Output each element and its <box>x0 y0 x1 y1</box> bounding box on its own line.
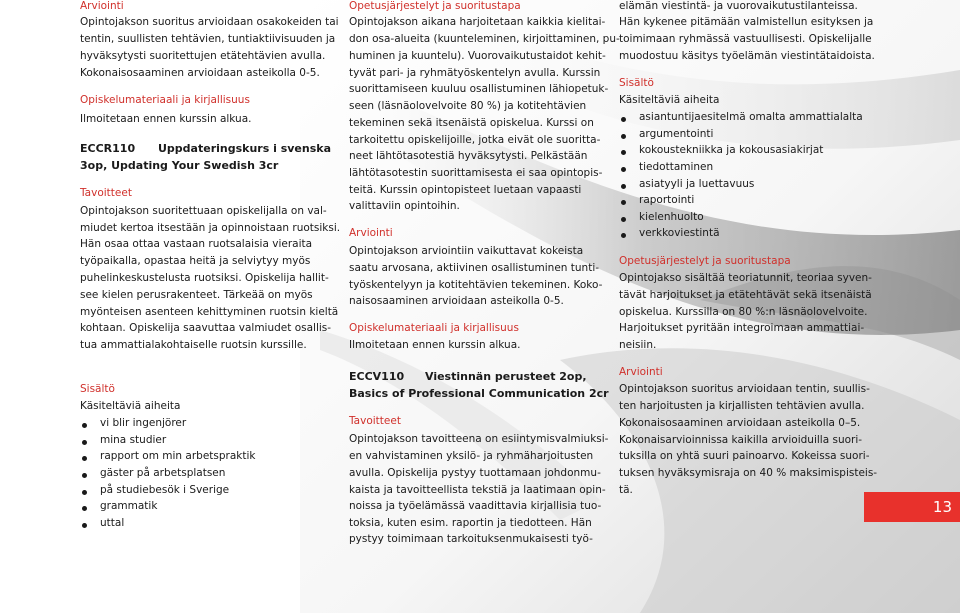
text-line: Kokonaisarvioinnissa kaikilla arvioiduilla suori- <box>619 434 863 446</box>
section-heading: Tavoitteet <box>349 415 401 427</box>
course-subtitle: 3op, Updating Your Swedish 3cr <box>80 159 279 172</box>
text-line: tä. <box>619 484 633 496</box>
text-line: see kielen perusrakenteet. Tärkeää on myös <box>80 289 313 301</box>
section-heading: Opiskelumateriaali ja kirjallisuus <box>349 322 519 334</box>
list-item-label: uttal <box>100 517 125 529</box>
list-item-label: vi blir ingenjörer <box>100 417 187 429</box>
text-line: suorittamiseen kuuluu osallistuminen lähiopetuk- <box>349 83 609 95</box>
bullet-icon <box>82 523 87 528</box>
text-line: avulla. Opiskelija pystyy tuottamaan johdonmu- <box>349 467 601 479</box>
page-number: 13 <box>932 498 952 516</box>
list-item-label: grammatik <box>100 500 158 512</box>
text-line: naisosaaminen arvioidaan asteikolla 0-5. <box>349 295 564 307</box>
text-line: Opintojakson suoritus arvioidaan osakokeiden tai <box>80 16 339 28</box>
section-heading: Opetusjärjestelyt ja suoritustapa <box>619 255 791 267</box>
text-line: työskentelyyn ja kotitehtävien tekeminen. Koko- <box>349 279 603 291</box>
text-line: lähtötasotestin suorittamisesta ei saa opintopis- <box>349 167 603 179</box>
text-line: Käsiteltäviä aiheita <box>80 400 181 412</box>
list-item-label: verkkoviestintä <box>639 227 720 239</box>
list-item-label: asiatyyli ja luettavuus <box>639 178 755 190</box>
page-number-box <box>864 492 960 522</box>
text-line: saatu arvosana, aktiivinen osallistuminen tunti- <box>349 262 600 274</box>
text-line: muodostuu käsitys työelämän viestintätaidoista. <box>619 50 875 62</box>
text-line: don osa-alueita (kuunteleminen, kirjoittaminen, pu- <box>349 33 620 45</box>
text-line: myönteisen asenteen kehittyminen ruotsin kieltä <box>80 306 339 318</box>
text-line: Hän osaa ottaa vastaan ruotsalaisia vieraita <box>80 238 313 250</box>
section-heading: Tavoitteet <box>80 187 132 199</box>
bullet-icon <box>621 150 626 155</box>
text-line: teitä. Kurssin opintopisteet luetaan vapaasti <box>349 184 582 196</box>
section-heading: Sisältö <box>619 77 654 89</box>
text-line: kaista ja tavoitteellista tekstiä ja laatimaan opin- <box>349 484 606 496</box>
text-line: Opintojakson suoritus arvioidaan tentin, suullis- <box>619 383 870 395</box>
list-item-label: kielenhuolto <box>639 211 704 223</box>
text-line: noissa ja työelämässä vaadittavia kirjallisia tuo- <box>349 500 602 512</box>
bullet-icon <box>82 456 87 461</box>
text-line: pystyy toimimaan tarkoituksenmukaisesti työ- <box>349 533 593 545</box>
text-line: tyvät pari- ja ryhmätyöskentelyn avulla. Kurssin <box>349 67 601 79</box>
list-item-label: kokoustekniikka ja kokousasiakirjat <box>639 144 824 156</box>
text-line: Opintojakson aikana harjoitetaan kaikkia kielitai- <box>349 16 606 28</box>
course-title: Viestinnän perusteet 2op, <box>425 370 587 383</box>
bullet-icon <box>621 233 626 238</box>
section-heading: Arviointi <box>349 227 393 239</box>
list-item-label: gäster på arbetsplatsen <box>100 467 226 479</box>
text-line: Opintojakson arviointiin vaikuttavat kokeista <box>349 245 584 257</box>
text-line: Ilmoitetaan ennen kurssin alkua. <box>349 339 521 351</box>
bullet-icon <box>82 473 87 478</box>
bullet-icon <box>621 134 626 139</box>
list-item-label: på studiebesök i Sverige <box>100 484 230 496</box>
text-line: seen (läsnäolovelvoite 80 %) ja kotitehtävien <box>349 100 587 112</box>
list-item-label: raportointi <box>639 194 695 206</box>
list-item-label: mina studier <box>100 434 167 446</box>
section-heading: Arviointi <box>619 366 663 378</box>
text-line: Opintojakson suoritettuaan opiskelijalla on val- <box>80 205 327 217</box>
text-line: tävät harjoitukset ja etätehtävät sekä itsenäistä <box>619 289 872 301</box>
text-line: tarkoitettu opiskelijoille, jotka eivät ole suoritta- <box>349 134 601 146</box>
text-line: Kokonaisosaaminen arvioidaan asteikolla 0–5. <box>619 417 861 429</box>
list-item-label: rapport om min arbetspraktik <box>100 450 256 462</box>
text-line: Ilmoitetaan ennen kurssin alkua. <box>80 113 252 125</box>
bullet-icon <box>621 184 626 189</box>
section-heading: Arviointi <box>80 0 124 12</box>
course-subtitle: Basics of Professional Communication 2cr <box>349 387 609 400</box>
bullet-icon <box>82 490 87 495</box>
text-line: ten harjoitusten ja kirjallisten tehtävien avulla. <box>619 400 865 412</box>
text-line: neet lähtötasotestiä hyväksytysti. Pelkästään <box>349 150 588 162</box>
list-item-label: asiantuntijaesitelmä omalta ammattialalta <box>639 111 863 123</box>
section-heading: Opetusjärjestelyt ja suoritustapa <box>349 0 521 12</box>
text-line: neisiin. <box>619 339 657 351</box>
course-code: ECCR110 <box>80 142 136 155</box>
text-line: tuksilla on yhtä suuri painoarvo. Kokeissa suori- <box>619 450 870 462</box>
text-line: hyväksytysti suoritettujen etätehtävien avulla. <box>80 50 326 62</box>
bullet-icon <box>621 217 626 222</box>
text-line: tuksen hyväksymisraja on 40 % maksimispisteis- <box>619 467 878 479</box>
bullet-icon <box>621 117 626 122</box>
text-line: Hän kykenee pitämään valmistellun esityksen ja <box>619 16 874 28</box>
course-code: ECCV110 <box>349 370 405 383</box>
text-line: puhelinkeskustelusta ruotsiksi. Opiskelija hallit- <box>80 272 329 284</box>
section-heading: Sisältö <box>80 383 115 395</box>
text-line: Opintojakso sisältää teoriatunnit, teoriaa syven- <box>619 272 872 284</box>
text-line: kohtaan. Opiskelija saavuttaa valmiudet osallis- <box>80 322 332 334</box>
text-line: Harjoitukset pyritään integroimaan ammattiai- <box>619 322 865 334</box>
text-line: valittaviin opintoihin. <box>349 200 460 212</box>
course-title: Uppdateringskurs i svenska <box>158 142 331 155</box>
bullet-icon <box>82 440 87 445</box>
text-line: työpaikalla, opastaa heitä ja selviytyy myös <box>80 255 311 267</box>
text-line: huminen ja kuuntelu). Vuorovaikutustaidot kehit- <box>349 50 606 62</box>
text-line: en vahvistaminen yksilö- ja ryhmäharjoitusten <box>349 450 594 462</box>
text-line: elämän viestintä- ja vuorovaikutustilanteissa. <box>619 0 858 12</box>
bullet-icon <box>82 506 87 511</box>
text-line: tua ammattialakohtaiselle ruotsin kurssille. <box>80 339 307 351</box>
text-line: Kokonaisosaaminen arvioidaan asteikolla 0-5. <box>80 67 320 79</box>
text-line: opiskelua. Kurssilla on 80 %:n läsnäolovelvoite. <box>619 306 868 318</box>
list-item-label: argumentointi <box>639 128 714 140</box>
text-line: Käsiteltäviä aiheita <box>619 94 720 106</box>
text-line: tentin, suullisten tehtävien, tuntiaktiivisuuden ja <box>80 33 336 45</box>
text-line: tekeminen sekä itsenäistä opiskelua. Kurssi on <box>349 117 594 129</box>
section-heading: Opiskelumateriaali ja kirjallisuus <box>80 94 250 106</box>
text-line: toksia, kuten esim. raportin ja tiedotteen. Hän <box>349 517 592 529</box>
bullet-icon <box>621 167 626 172</box>
list-item-label: tiedottaminen <box>639 161 714 173</box>
bullet-icon <box>82 423 87 428</box>
text-line: miudet kertoa itsestään ja opinnoistaan ruotsiksi. <box>80 222 341 234</box>
bullet-icon <box>621 200 626 205</box>
text-line: toimimaan ryhmässä vastuullisesti. Opiskelijalle <box>619 33 872 45</box>
text-line: Opintojakson tavoitteena on esiintymisvalmiuksi- <box>349 433 609 445</box>
